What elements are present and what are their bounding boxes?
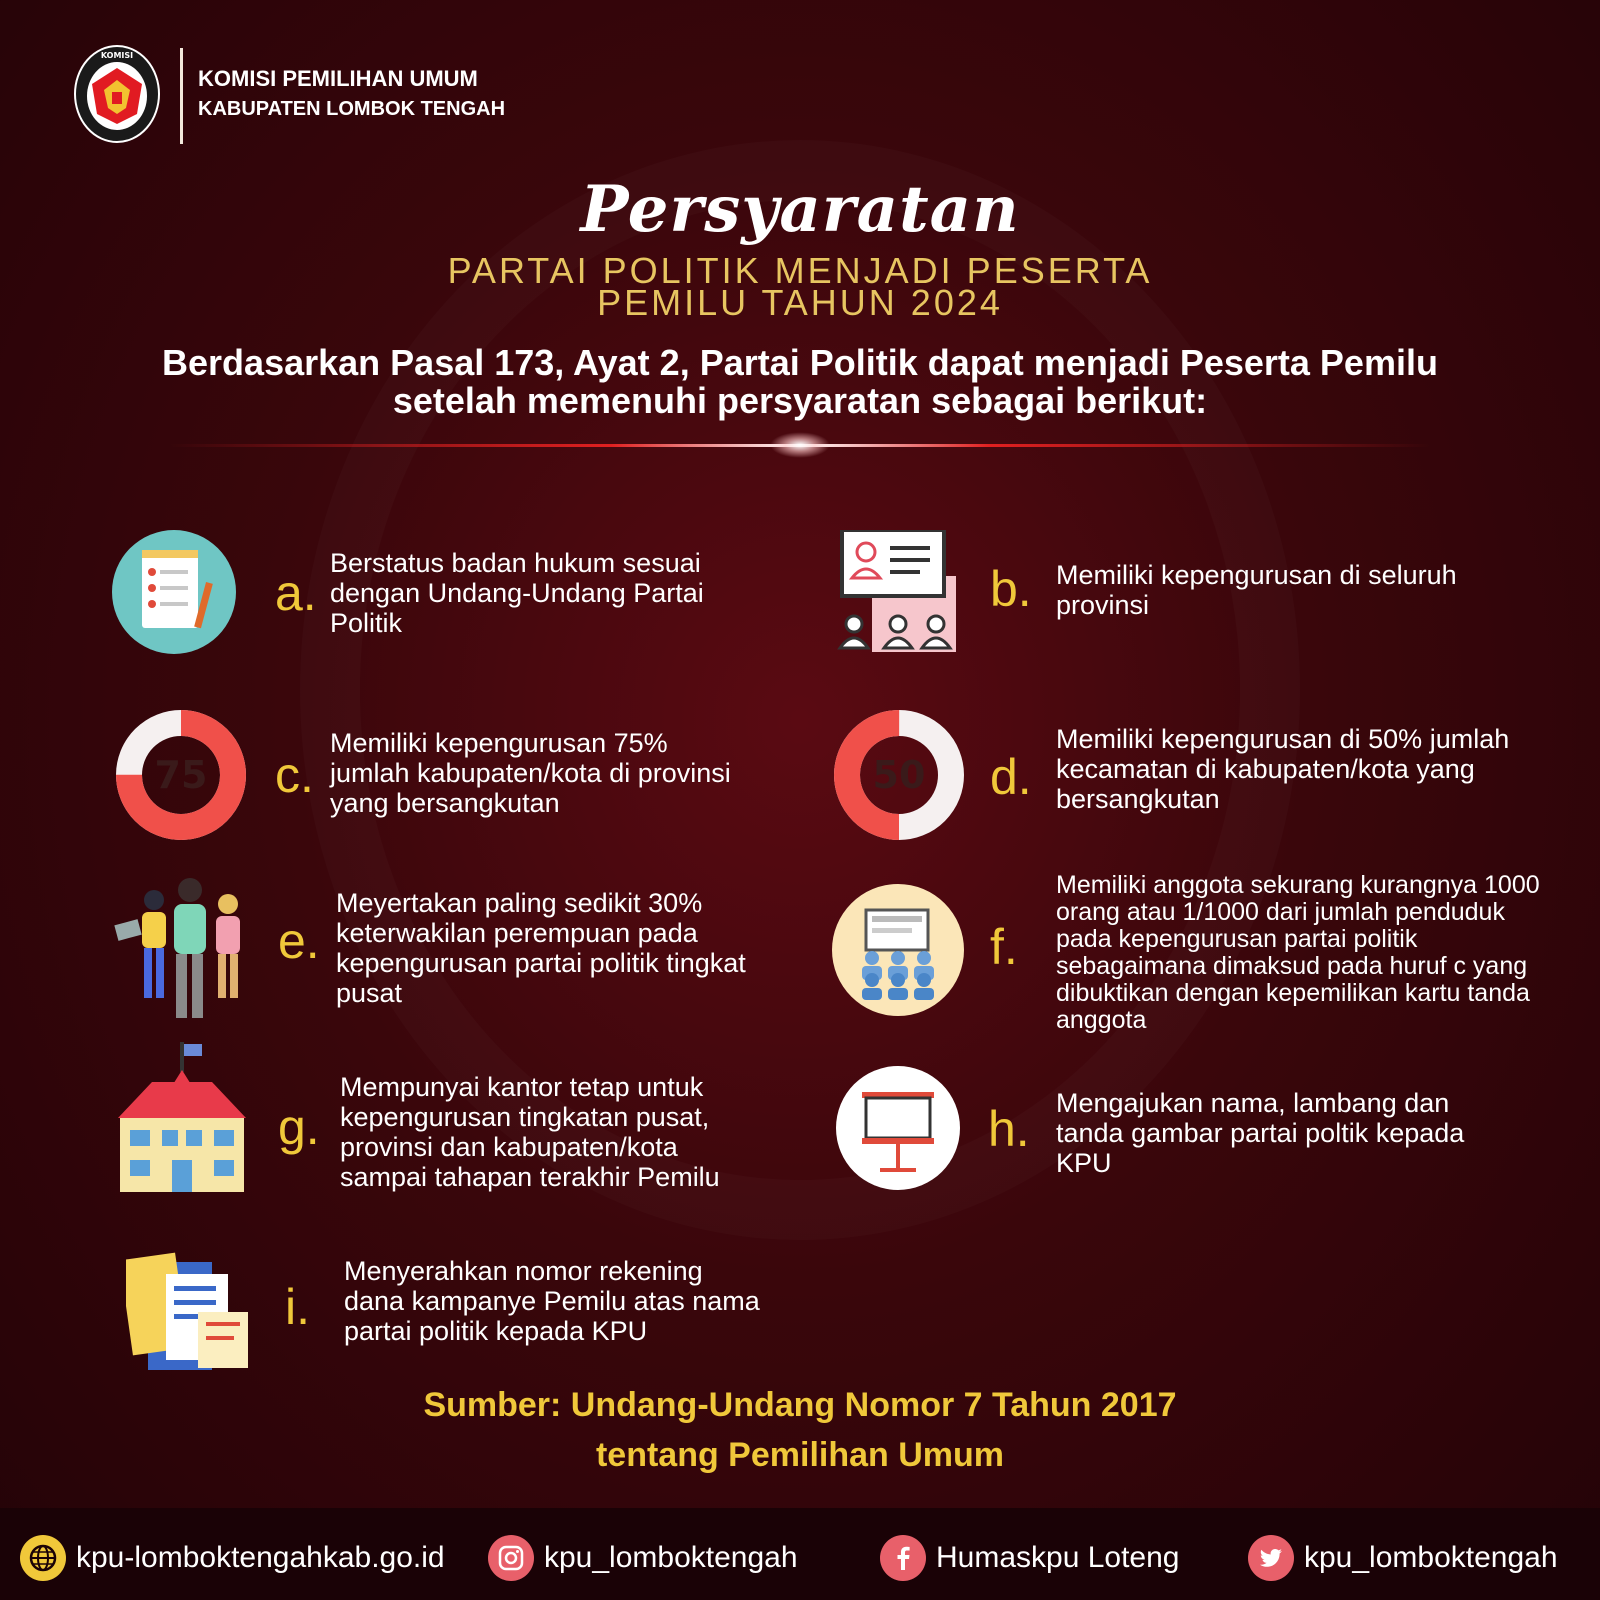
header-divider — [180, 48, 183, 144]
item-letter-d: d. — [990, 749, 1032, 805]
twitter-label: kpu_lomboktengah — [1304, 1541, 1558, 1574]
footer-instagram[interactable] — [488, 1534, 798, 1582]
instagram-label: kpu_lomboktengah — [544, 1541, 798, 1574]
donut-50-icon — [832, 708, 966, 842]
facebook-label: Humaskpu Loteng — [936, 1541, 1180, 1574]
instagram-icon — [488, 1535, 534, 1581]
whiteboard-icon — [836, 1066, 960, 1190]
svg-text:KOMISI: KOMISI — [100, 51, 134, 60]
source-line1: Sumber: Undang-Undang Nomor 7 Tahun 2017 — [423, 1386, 1177, 1424]
audience-icon — [832, 884, 964, 1016]
item-letter-b: b. — [990, 561, 1032, 617]
documents-stack-icon — [126, 1252, 252, 1372]
team-people-icon — [110, 874, 260, 1024]
org-name: KOMISI PEMILIHAN UMUM — [198, 66, 478, 91]
item-text-e: Meyertakan paling sedikit 30% keterwakilan perempuan pada kepengurusan partai politik tingkat pusat — [336, 888, 746, 1008]
item-text-c: Memiliki kepengurusan 75% jumlah kabupaten/kota di provinsi yang bersangkutan — [330, 728, 731, 818]
donut-75-icon — [114, 708, 248, 842]
item-letter-a: a. — [275, 565, 317, 621]
website-label: kpu-lomboktengahkab.go.id — [76, 1541, 445, 1574]
item-text-i: Menyerahkan nomor rekening dana kampanye Pemilu atas nama partai politik kepada KPU — [344, 1256, 760, 1346]
globe-icon — [20, 1535, 66, 1581]
item-text-g: Mempunyai kantor tetap untuk kepengurusan tingkatan pusat, provinsi dan kabupaten/kota sampai tahapan terakhir Pemilu — [340, 1072, 720, 1192]
office-building-icon — [112, 1042, 252, 1194]
item-letter-i: i. — [285, 1279, 310, 1335]
intro-line1: Berdasarkan Pasal 173, Ayat 2, Partai Politik dapat menjadi Peserta Pemilu — [162, 342, 1438, 383]
subtitle-line2: PEMILU TAHUN 2024 — [597, 282, 1003, 323]
item-letter-c: c. — [275, 747, 314, 803]
item-letter-h: h. — [988, 1101, 1030, 1157]
footer-twitter[interactable] — [1248, 1534, 1558, 1582]
item-letter-g: g. — [278, 1099, 320, 1155]
divider-glow-dot — [770, 432, 830, 458]
page-title: Persyaratan — [580, 172, 1020, 247]
item-letter-f: f. — [990, 919, 1018, 975]
item-letter-e: e. — [278, 913, 320, 969]
footer-facebook[interactable] — [880, 1534, 1180, 1582]
footer-website[interactable] — [20, 1534, 445, 1582]
presentation-people-icon — [836, 530, 960, 654]
org-region: KABUPATEN LOMBOK TENGAH — [198, 98, 506, 120]
facebook-icon — [880, 1535, 926, 1581]
kpu-logo — [72, 44, 162, 144]
item-text-b: Memiliki kepengurusan di seluruh provinsi — [1056, 560, 1457, 620]
source-line2: tentang Pemilihan Umum — [595, 1436, 1005, 1474]
intro-line2: setelah memenuhi persyaratan sebagai berikut: — [392, 380, 1208, 421]
checklist-document-icon — [112, 530, 236, 654]
item-text-h: Mengajukan nama, lambang dan tanda gambar partai poltik kepada KPU — [1056, 1088, 1465, 1178]
subtitle-line1: PARTAI POLITIK MENJADI PESERTA — [447, 250, 1153, 291]
twitter-icon — [1248, 1535, 1294, 1581]
donut-value-c: 75 — [154, 753, 208, 797]
item-text-d: Memiliki kepengurusan di 50% jumlah kecamatan di kabupaten/kota yang bersangkutan — [1056, 724, 1510, 814]
item-text-a: Berstatus badan hukum sesuai dengan Undang-Undang Partai Politik — [330, 548, 704, 638]
item-text-f: Memiliki anggota sekurang kurangnya 1000 orang atau 1/1000 dari jumlah penduduk pada kepengurusan partai politik sebagaimana dimaksud pada huruf c yang dibuktikan dengan kepemilikan kartu tanda anggota — [1056, 871, 1540, 1034]
donut-value-d: 50 — [872, 753, 926, 797]
